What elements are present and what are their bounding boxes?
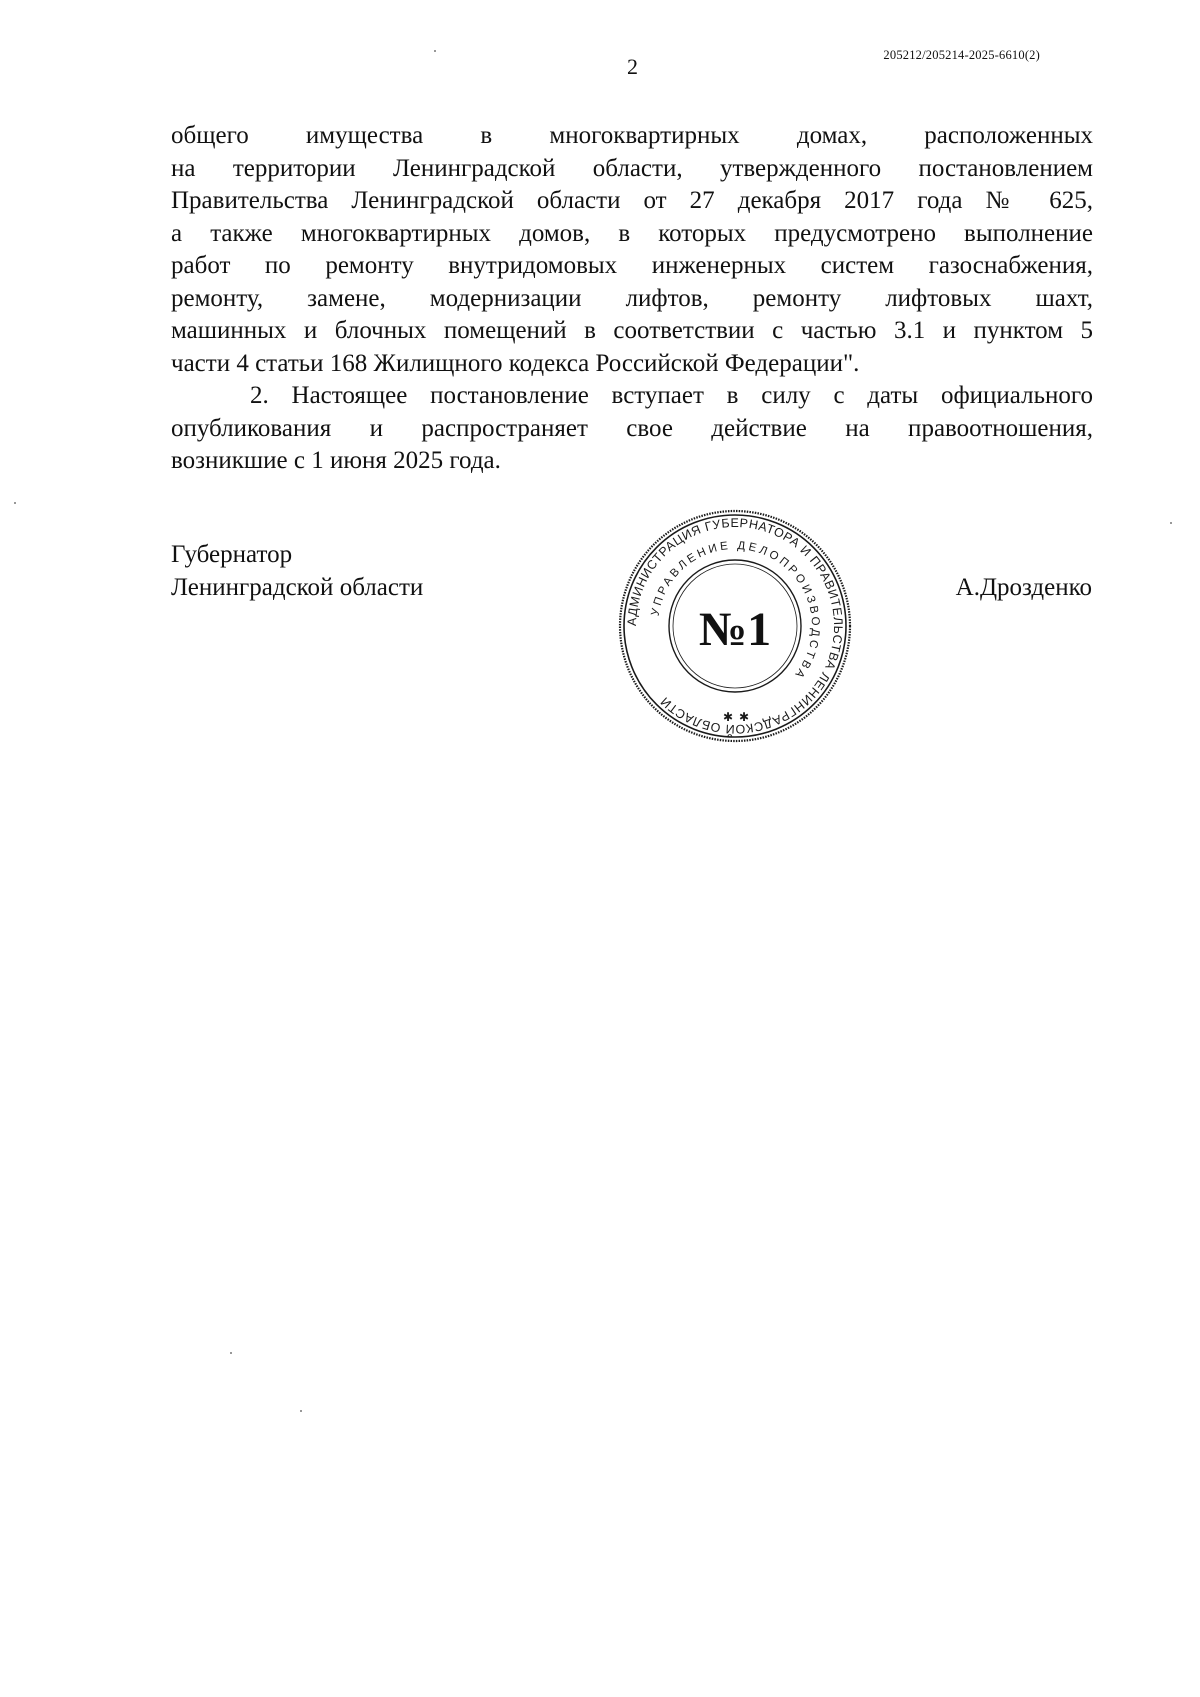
scan-speck [14,502,16,504]
signatory-position: Губернатор [171,541,293,568]
signatory-title [171,538,423,604]
scan-speck [434,50,436,52]
document-id: 205212/205214-2025-6610(2) [883,48,1040,62]
text-line: работ по ремонту внутридомовых инженерных систем газоснабжения, [171,252,1093,279]
seal-star-icon: ✱ [738,710,750,724]
scan-speck [1170,522,1172,524]
seal-outer-text: АДМИНИСТРАЦИЯ ГУБЕРНАТОРА И ПРАВИТЕЛЬСТВА ЛЕНИНГРАДСКОЙ ОБЛАСТИ [624,515,846,737]
text-line: общего имущества в многоквартирных домах, расположенных [171,122,1093,149]
paragraph-continuation [171,120,1093,380]
signatory-region: Ленинградской области [171,574,424,601]
paragraph-2 [171,380,1093,478]
document-body [171,120,1093,478]
text-line: 2. Настоящее постановление вступает в силу с даты официального [250,382,1093,409]
text-line: ремонту, замене, модернизации лифтов, ремонту лифтовых шахт, [171,284,1093,312]
seal-inner-text: УПРАВЛЕНИЕ ДЕЛОПРОИЗВОДСТВА [649,539,822,683]
text-line: возникшие с 1 июня 2025 года. [171,447,501,474]
scan-speck [300,1410,302,1412]
seal-center-number: №1 [698,603,772,656]
scan-speck [230,1352,232,1354]
official-seal [618,509,852,743]
text-line: а также многоквартирных домов, в которых предусмотрено выполнение [171,219,1093,247]
text-line: на территории Ленинградской области, утвержденного постановлением [171,154,1093,182]
signatory-name: А.Дрозденко [955,574,1092,601]
text-line: части 4 статьи 168 Жилищного кодекса Российской Федерации". [171,349,860,377]
page-number: 2 [627,54,638,79]
text-line: опубликования и распространяет свое действие на правоотношения, [171,414,1093,442]
seal-star-icon: ✱ [722,710,734,724]
text-line: Правительства Ленинградской области от 27 декабря 2017 года № 625, [171,187,1093,214]
text-line: машинных и блочных помещений в соответствии с частью 3.1 и пунктом 5 [171,317,1093,344]
